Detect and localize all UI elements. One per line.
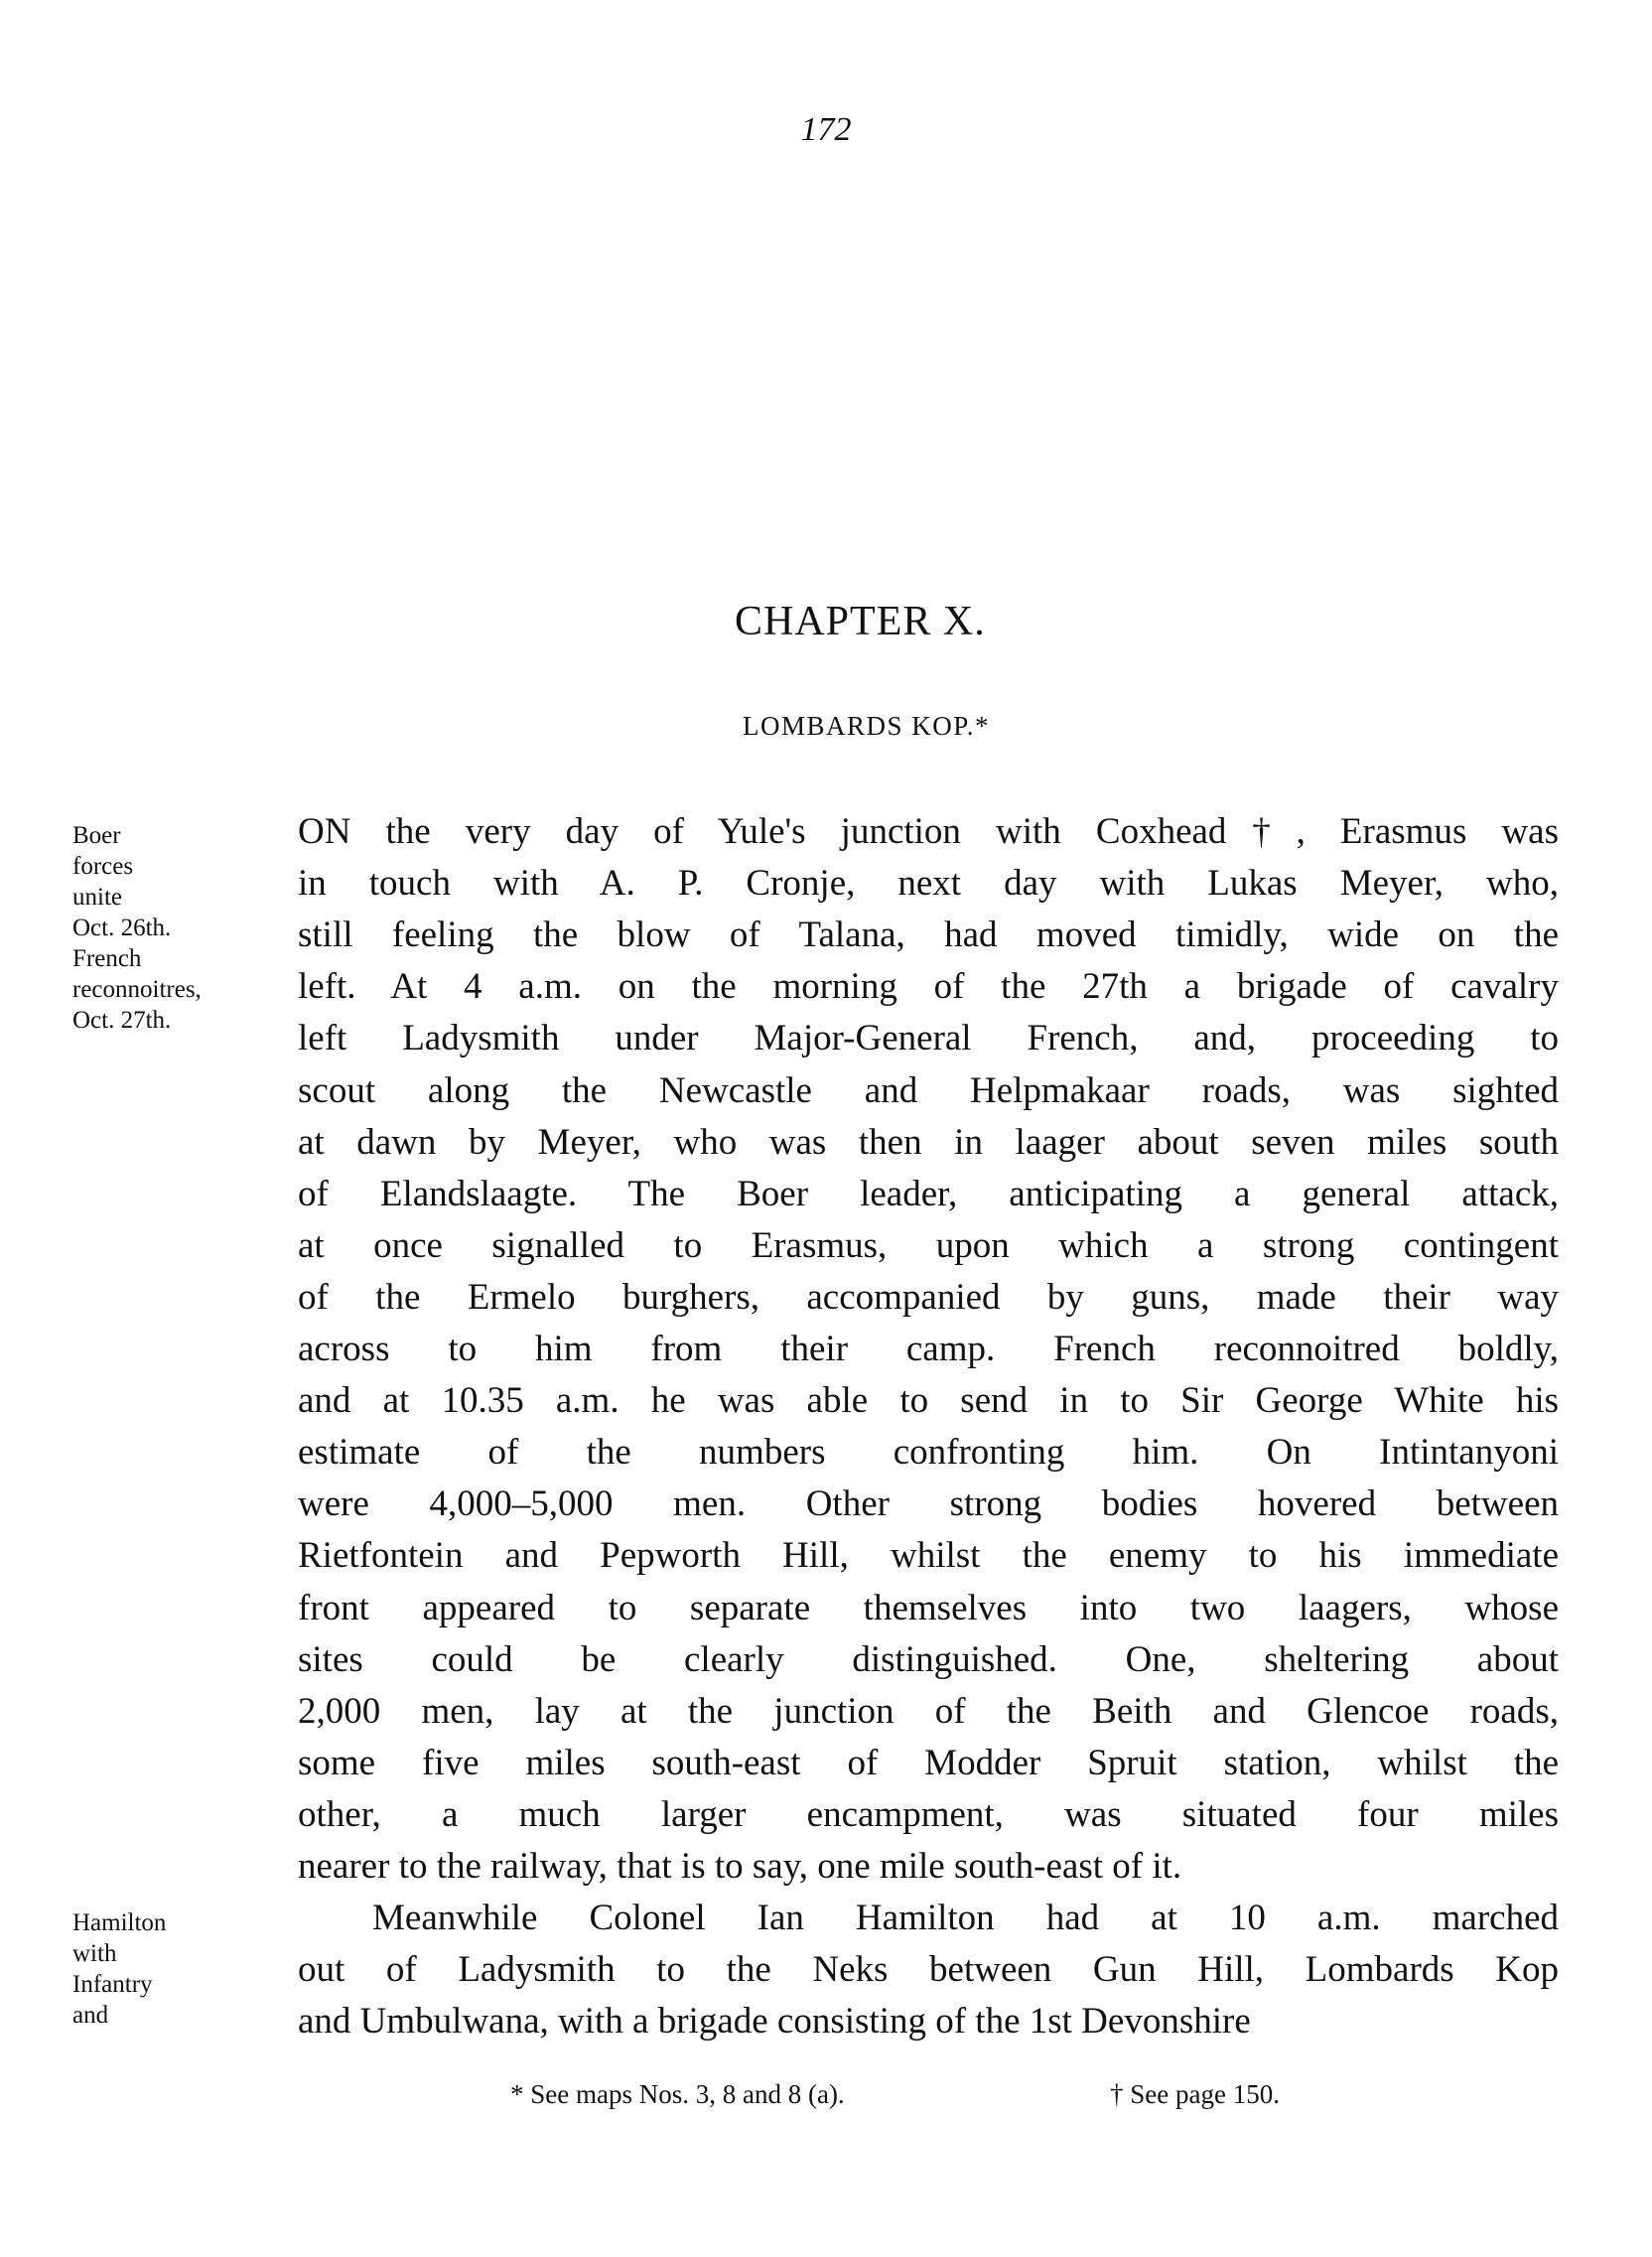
text-line: left Ladysmith under Major-General French, and, proceeding to (298, 1018, 1559, 1059)
margin-note-line: Oct. 27th. (72, 1007, 172, 1034)
margin-note-line: Hamilton (72, 1909, 167, 1936)
text-line: were 4,000–5,000 men. Other strong bodies hovered between (298, 1483, 1559, 1525)
text-line: out of Ladysmith to the Neks between Gun Hill, Lombards Kop (298, 1949, 1559, 1991)
text-line: of the Ermelo burghers, accompanied by guns, made their way (298, 1276, 1559, 1318)
text-line: ON the very day of Yule's junction with Coxhead†, Erasmus was (298, 811, 1559, 852)
page-number: 172 (800, 111, 852, 148)
text-line: across to him from their camp. French reconnoitred boldly, (298, 1329, 1559, 1369)
margin-note-line: reconnoitres, (72, 976, 202, 1003)
text-line: at once signalled to Erasmus, upon which a strong contingent (298, 1224, 1559, 1266)
text-line: sites could be clearly distinguished. One, sheltering about (298, 1638, 1559, 1680)
chapter-subtitle: LOMBARDS KOP.* (743, 711, 991, 741)
text-line: and Umbulwana, with a brigade consisting of the 1st Devonshire (298, 2001, 1251, 2043)
text-line: in touch with A. P. Cronje, next day with Lukas Meyer, who, (298, 863, 1559, 905)
margin-note-line: Infantry (72, 1971, 153, 1998)
text-line: scout along the Newcastle and Helpmakaar roads, was sighted (298, 1069, 1559, 1111)
text-line: other, a much larger encampment, was situated four miles (298, 1793, 1559, 1835)
margin-note-line: Boer (72, 822, 121, 849)
text-line: still feeling the blow of Talana, had moved timidly, wide on the (298, 915, 1559, 956)
text-line: left. At 4 a.m. on the morning of the 27th a brigade of cavalry (298, 966, 1559, 1008)
footnote-page: † See page 150. (1110, 2079, 1280, 2109)
text-line: estimate of the numbers confronting him. On Intintanyoni (298, 1432, 1559, 1474)
text-line: front appeared to separate themselves into two laagers, whose (298, 1587, 1559, 1628)
margin-note-line: unite (72, 884, 122, 911)
margin-note-line: forces (72, 853, 134, 880)
chapter-title: CHAPTER X. (735, 599, 986, 644)
text-line: Meanwhile Colonel Ian Hamilton had at 10 a.m. marched (372, 1898, 1559, 1939)
text-line: 2,000 men, lay at the junction of the Beith and Glencoe roads, (298, 1690, 1559, 1732)
margin-note-line: and (72, 2002, 109, 2029)
text-line: of Elandslaagte. The Boer leader, anticipating a general attack, (298, 1173, 1559, 1214)
text-line: nearer to the railway, that is to say, one mile south-east of it. (298, 1846, 1182, 1887)
footnote-maps: * See maps Nos. 3, 8 and 8 (a). (510, 2079, 845, 2109)
margin-note-line: French (72, 945, 142, 972)
text-line: Rietfontein and Pepworth Hill, whilst the enemy to his immediate (298, 1535, 1559, 1577)
text-line: and at 10.35 a.m. he was able to send in to Sir George White his (298, 1380, 1559, 1422)
margin-note-line: Oct. 26th. (72, 915, 172, 941)
text-line: some five miles south-east of Modder Spruit station, whilst the (298, 1742, 1559, 1783)
text-line: at dawn by Meyer, who was then in laager about seven miles south (298, 1121, 1559, 1163)
margin-note-line: with (72, 1940, 117, 1967)
